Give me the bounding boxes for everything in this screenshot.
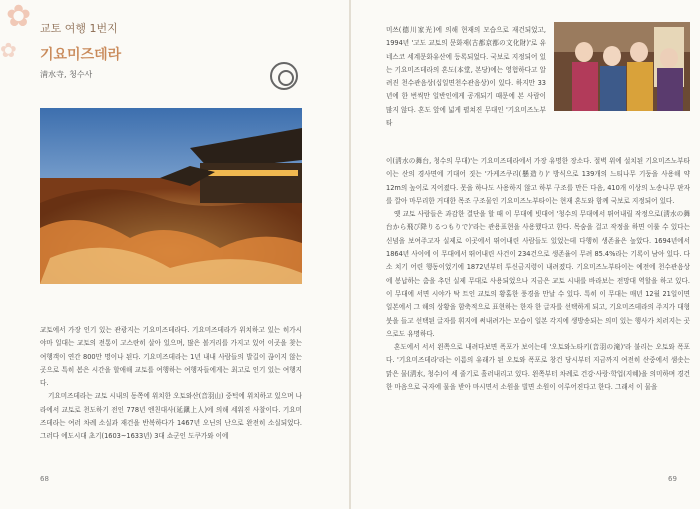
page-number: 68 <box>40 475 49 483</box>
right-page <box>351 0 700 509</box>
paragraph: 기요미즈데라는 교토 시내의 동쪽에 위치한 오토와산(音羽山) 중턱에 위치하고 있으며 나라에서 교토로 천도하기 전인 778년 엔친대사(延鎭上人)에 의해 세워진 사찰이다. 기요미즈데라는 여러 차례 소실과 재건을 반복하다가 1467년 오닌의 난으로 완전히 소실되었다. 그러다 에도시대 초기(1603~1633년) 3대 쇼군인 도쿠가와 이에 <box>40 392 302 441</box>
paragraph: 미쓰(德川家光)에 의해 현재의 모습으로 재건되었고, 1994년 '고도 교토의 문화재(古都京都の文化財)'로 유네스코 세계문화유산에 등록되었다. 국보로 지정되어 있는 기요미즈데라의 혼도(本堂, 본당)에는 영험하다고 알려진 천수관음상(십일면천수관음상)이 있다. 하지만 33년에 한 번씩만 일반인에게 공개되기 때문에 본 사람이 많지 않다. 혼도 앞에 넓게 펼쳐진 무대인 '기요미즈노부타 <box>386 26 546 128</box>
cherry-blossom-icon: ✿ <box>0 38 17 62</box>
temple-night-photo <box>40 108 302 284</box>
cherry-blossom-icon: ✿ <box>6 0 32 34</box>
paragraph: 옛 교토 사람들은 과감한 결단을 할 때 이 무대에 빗대어 '청수의 무대에서 뛰어내릴 작정으로(淸水の舞台から飛び降りるつもりで)'라는 관용표현을 사용했다고 한다. 목숨을 걸고 작정을 하면 이룰 수 있다는 신념을 보여주고자 실제로 이곳에서 뛰어내린 사람들도 있었는데 다행히 생존율은 높았다. 1694년에서 1864년 사이에 이 무대에서 뛰어내린 사건이 234건으로 생존율이 무려 85.4%라는 기록이 남아 있다. 다소 치기 어린 행동이었기에 1872년부터 투신금지령이 내려졌다. 기요미즈노부타이는 예전에 천수관음상에 봉납하는 춤을 추던 실제 무대로 사용되었으나 지금은 교토 시내를 바라보는 전망대 역할을 하고 있다. 이 무대에 서면 시야가 탁 트인 교토의 황홀한 풍경을 만날 수 있다. 특히 이 무대는 매년 12월 21일이면 일본에서 그 해의 상황을 함축적으로 표현하는 한자 한 글자를 선택하게 되고, 기요미즈데라의 주지가 대형 붓을 들고 선택된 글자를 휘지에 써내려가는 모습이 일본 각지에 생방송되는 의미 있는 행사가 치러지는 곳으로도 유명하다. <box>386 210 690 338</box>
paragraph: 혼도에서 서서 왼쪽으로 내려다보면 폭포가 보이는데 '오토와노타키(音羽の滝)'라 불리는 오토와 폭포다. '기요미즈데라'라는 이름의 유래가 된 오토와 폭포로 창건 당시부터 지금까지 여전히 산중에서 샘솟는 맑은 물(淸水, 청수)이 세 줄기로 흘러내리고 있다. 왼쪽부터 차례로 건강·사랑·학업(지혜)을 의미하며 경건한 마음으로 국자에 물을 받아 마시면서 소원을 빌면 소원이 이루어진다고 한다. 그래서 이 물을 <box>386 343 690 392</box>
left-page <box>0 0 349 509</box>
paragraph: 이(淸水の舞台, 청수의 무대)'는 기요미즈데라에서 가장 유명한 장소다. 절벽 위에 설치된 기요미즈노부타이는 산의 경사면에 기대어 짓는 '가케즈쿠리(懸造り)' 방식으로 139개의 느티나무 기둥을 사용해 약 12m의 높이로 지어졌다. 못을 하나도 사용하지 않고 하부 구조를 만든 다음, 410개 이상의 노송나무 판자를 깔아 마무리한 거대한 목조 구조물인 기요미즈노부타이는 현재 혼도와 함께 국보로 지정되어 있다. <box>386 157 690 205</box>
temple-emblem-icon <box>270 62 298 90</box>
page-subtitle: 淸水寺, 청수사 <box>40 70 93 79</box>
page-title: 기요미즈데라 <box>40 47 122 63</box>
paragraph: 교토에서 가장 인기 있는 관광지는 기요미즈데라다. 기요미즈데라가 위치하고 있는 히가시야마 일대는 교토의 전통이 고스란히 살아 있으며, 많은 볼거리를 가지고 있어 이곳을 찾는 여행객이 연간 800만 명이나 된다. 기요미즈데라는 1년 내내 사람들의 발길이 끊이지 않는 곳으로 특히 봄은 시간을 할애해 교토를 여행하는 여행자들에게는 최고로 인기 있는 여행지다. <box>40 326 302 388</box>
right-body-text <box>386 155 690 394</box>
page-number: 69 <box>668 475 677 483</box>
left-body-text <box>40 324 302 444</box>
series-heading: 교토 여행 1번지 <box>40 22 118 35</box>
right-top-text <box>386 24 546 130</box>
kimono-visitors-photo <box>554 22 690 111</box>
